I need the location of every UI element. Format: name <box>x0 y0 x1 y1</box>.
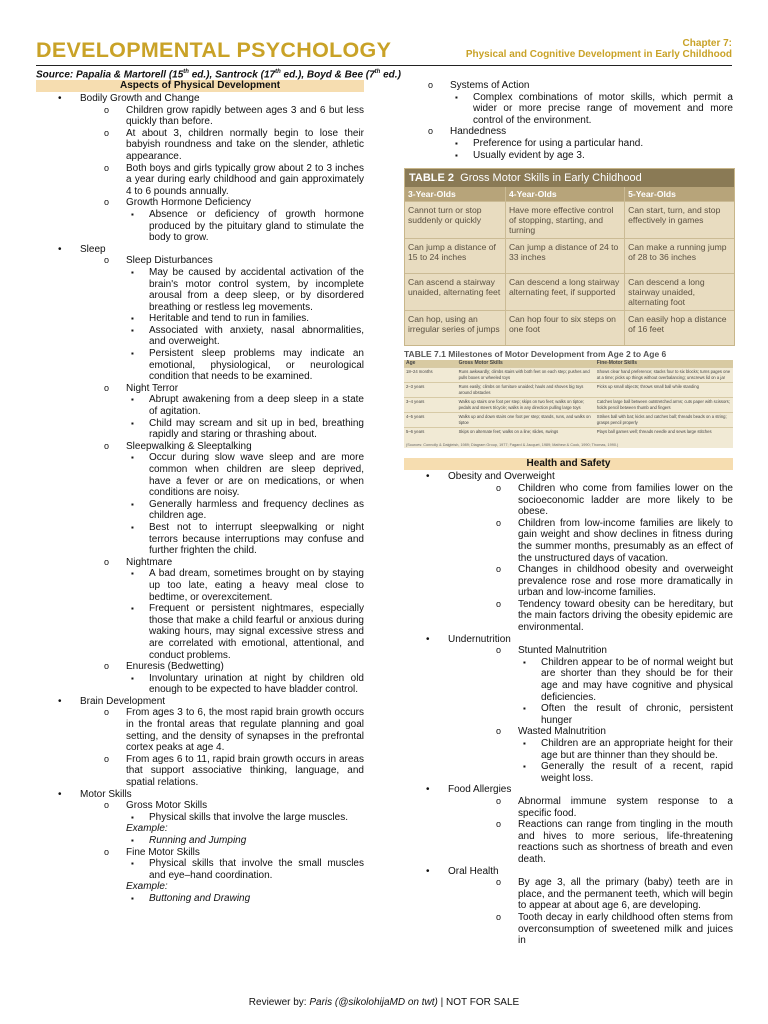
table-row <box>404 368 733 383</box>
list-item: ▪ Frequent or persistent nightmares, especially those that make a child fearful or anxious during waking hours, may signal excessive stress and are correlated with emotional, attentional, and conduct problems. <box>126 603 364 661</box>
column-header: 3-Year-Olds <box>405 187 505 202</box>
table-cell: Runs easily; climbs on furniture unaided; hauls and shoves big toys around obstacles <box>457 383 595 398</box>
list-item: ▪ Usually evident by age 3. <box>450 150 733 162</box>
table-row <box>405 239 734 274</box>
topic-sleep: Sleep <box>80 243 106 255</box>
table-cell: Catches large ball between outstretched arms; cuts paper with scissors; holds pencil between thumb and fingers <box>595 398 733 413</box>
sublist <box>450 138 733 161</box>
list-item <box>80 557 364 661</box>
example-label: Example: <box>126 881 168 893</box>
sublist <box>126 812 364 824</box>
table-cell: Walks up stairs one foot per step; skips on two feet; walks on tiptoe; pedals and steers tricycle; walks in any direction pulling large toys <box>457 398 595 413</box>
topic-brain: Brain Development <box>80 695 166 707</box>
subtopic: Night Terror <box>126 382 179 394</box>
list-item <box>80 383 364 441</box>
sublist <box>80 105 364 244</box>
chapter-number: Chapter 7: <box>682 38 732 49</box>
list-item: o From ages 6 to 11, rapid brain growth occurs in areas that support associative thinking, language, and spatial relations. <box>80 754 364 789</box>
list-item: ▪ Buttoning and Drawing <box>126 893 364 905</box>
chapter-heading <box>466 38 732 60</box>
table-cell: Can easily hop a distance of 16 feet <box>625 311 734 346</box>
list-item <box>404 126 733 161</box>
topic-undernutrition: Undernutrition <box>448 633 511 645</box>
table-row <box>405 202 734 239</box>
sublist <box>448 645 733 784</box>
example-label: Example: <box>126 823 168 835</box>
list-item <box>404 634 733 785</box>
list-item: o At about 3, children normally begin to lose their babyish roundness and take on the slender, athletic appearance. <box>80 128 364 163</box>
sublist <box>126 568 364 661</box>
list-item: o Children grow rapidly between ages 3 and 6 but less quickly than before. <box>80 105 364 128</box>
table-cell: Skips on alternate feet; walks on a line; slides, swings <box>457 428 595 443</box>
table-row <box>404 413 733 428</box>
list-item: o Changes in childhood obesity and overweight prevalence rose and rose more dramatically in urban and low-income families. <box>448 564 733 599</box>
column-header: 5-Year-Olds <box>625 187 734 202</box>
section-heading-physical: Aspects of Physical Development <box>36 80 364 92</box>
table-title <box>405 169 734 187</box>
list-item: ▪ Children appear to be of normal weight but are shorter than they should be for their age and may have cognitive and physical deficiencies. <box>518 657 733 703</box>
table-row <box>405 311 734 346</box>
list-item <box>80 441 364 557</box>
topic-motor: Motor Skills <box>80 788 132 800</box>
table-row <box>405 274 734 311</box>
source-text: ed.) <box>380 69 401 81</box>
list-item: o Children from low-income families are likely to gain weight and show declines in fitness during the summer months, presumably as an effect of the unstructured days of vacation. <box>448 518 733 564</box>
table-cell: Shows clear hand preference; stacks four to six blocks; turns pages one at a time; picks up things without overbalancing; unscrews lid on a jar <box>595 368 733 383</box>
table-cell: Have more effective control of stopping, starting, and turning <box>505 202 624 239</box>
topic-obesity: Obesity and Overweight <box>448 471 555 483</box>
list-item: ▪ Involuntary urination at night by children old enough to be expected to have bladder control. <box>126 673 364 696</box>
left-column <box>36 80 364 905</box>
source-text: ed.), Santrock (17 <box>188 69 276 81</box>
list-item: ▪ Heritable and tend to run in families. <box>126 313 364 325</box>
sublist <box>448 796 733 866</box>
table-cell: Can start, turn, and stop effectively in games <box>625 202 734 239</box>
list-item <box>36 789 364 905</box>
table-cell: Can ascend a stairway unaided, alternating feet <box>405 274 505 311</box>
table-cell: Walks up and down stairs one foot per step; stands, runs, and walks on tiptoe <box>457 413 595 428</box>
topic-food-allergies: Food Allergies <box>448 784 512 796</box>
table-cell: Can hop four to six steps on one foot <box>505 311 624 346</box>
list-item: o Children who come from families lower on the socioeconomic ladder are more likely to be obese. <box>448 483 733 518</box>
sublist <box>448 483 733 634</box>
source-sup: th <box>275 69 281 75</box>
sublist <box>126 893 364 905</box>
table-caption: Gross Motor Skills in Early Childhood <box>460 172 642 185</box>
list-item: o Tendency toward obesity can be hereditary, but the main factors driving the obesity epidemic are environmental. <box>448 599 733 634</box>
list-item: o Abnormal immune system response to a specific food. <box>448 796 733 819</box>
table-cell: Can descend a long stairway unaided, alternating foot <box>625 274 734 311</box>
list-item <box>360 80 733 161</box>
list-item: ▪ Complex combinations of motor skills, which permit a wider or more precise range of movement and more control of the environment. <box>450 92 733 127</box>
table <box>405 187 734 345</box>
list-item: ▪ May be caused by accidental activation of the brain's motor control system, by incomplete arousal from a deep sleep, or by disordered breathing or restless leg movements. <box>126 267 364 313</box>
table-cell: Strikes ball with bat; kicks and catches ball; threads beads on a string; grasps pencil properly <box>595 413 733 428</box>
sublist <box>518 738 733 784</box>
list-item: o Reactions can range from tingling in the mouth and hives to more serious, life-threatening reactions such as shortness of breath and even death. <box>448 819 733 865</box>
list-item <box>404 866 733 947</box>
column-header: Gross Motor Skills <box>457 360 595 368</box>
table-cell: 3–4 years <box>404 398 457 413</box>
table-cell: Cannot turn or stop suddenly or quickly <box>405 202 505 239</box>
list-item: o From ages 3 to 6, the most rapid brain growth occurs in the frontal areas that regulate planning and goal setting, and the density of synapses in the prefrontal cortex peaks at age 4. <box>80 707 364 753</box>
sublist <box>80 707 364 788</box>
list-item: ▪ Abrupt awakening from a deep sleep in a state of agitation. <box>126 394 364 417</box>
table-cell: Can descend a long stairway alternating feet, if supported <box>505 274 624 311</box>
table-cell: Runs awkwardly; climbs stairs with both feet on each step; pushes and pulls boxes or wheeled toys <box>457 368 595 383</box>
topic-bodily: Bodily Growth and Change <box>80 93 200 104</box>
list-item: ▪ Best not to interrupt sleepwalking or night terrors because interruptions may confuse and further frighten the child. <box>126 522 364 557</box>
subtopic: Nightmare <box>126 556 173 568</box>
list-item: o By age 3, all the primary (baby) teeth are in place, and the permanent teeth, which will begin to appear at about age 6, are developing. <box>448 877 733 912</box>
sublist <box>448 877 733 947</box>
physical-list <box>36 93 364 905</box>
page-footer <box>0 997 768 1009</box>
sublist <box>126 267 364 383</box>
sublist <box>404 80 733 161</box>
sublist <box>126 394 364 440</box>
sublist <box>126 452 364 556</box>
table-row <box>404 428 733 443</box>
table-header-row <box>404 360 733 368</box>
footer-text: | NOT FOR SALE <box>437 997 520 1008</box>
table <box>404 360 733 442</box>
source-sup: th <box>183 69 189 75</box>
sublist <box>126 673 364 696</box>
list-item: ▪ Preference for using a particular hand. <box>450 138 733 150</box>
topic-oral-health: Oral Health <box>448 865 499 877</box>
source-text: ed.), Boyd & Bee (7 <box>280 69 375 81</box>
table-cell: Can jump a distance of 15 to 24 inches <box>405 239 505 274</box>
source-sup: th <box>374 69 381 75</box>
list-item: ▪ Child may scream and sit up in bed, breathing rapidly and staring or thrashing about. <box>126 418 364 441</box>
table-row <box>404 383 733 398</box>
sublist <box>126 835 364 847</box>
table-title: TABLE 7.1 Milestones of Motor Development from Age 2 to Age 6 <box>404 349 667 360</box>
table-cell: 5–6 years <box>404 428 457 443</box>
table-label: TABLE 2 <box>409 172 455 185</box>
list-item: ▪ Generally harmless and frequency declines as children age. <box>126 499 364 522</box>
list-item: ▪ Physical skills that involve the small muscles and eye–hand coordination. <box>126 858 364 881</box>
sublist <box>80 800 364 904</box>
table-cell: Can make a running jump of 28 to 36 inches <box>625 239 734 274</box>
subtopic: Gross Motor Skills <box>126 800 208 812</box>
list-item: ▪ Children are an appropriate height for their age but are thinner than they should be. <box>518 738 733 761</box>
footer-text: Reviewer by: <box>248 997 310 1008</box>
table-cell: 4–5 years <box>404 413 457 428</box>
table-cell: Picks up small objects; throws small ball while standing <box>595 383 733 398</box>
subtopic: Stunted Malnutrition <box>518 645 607 657</box>
chapter-title: Physical and Cognitive Development in Early Childhood <box>465 49 732 60</box>
table-cell: Plays ball games well; threads needle and sews large stitches <box>595 428 733 443</box>
footer-author: Paris (@sikolohijaMD on twt) <box>309 997 438 1008</box>
list-item: o Both boys and girls typically grow about 2 to 3 inches a year during early childhood and gain approximately 4 to 6 pounds annually. <box>80 163 364 198</box>
subtopic: Handedness <box>450 126 507 138</box>
column-header: Fine-Motor Skills <box>595 360 733 368</box>
subtopic: Enuresis (Bedwetting) <box>126 661 224 673</box>
sublist <box>450 92 733 127</box>
table-cell: Can hop, using an irregular series of jumps <box>405 311 505 346</box>
list-item: ▪ A bad dream, sometimes brought on by staying up too late, eating a heavy meal close to bedtime, or overexcitement. <box>126 568 364 603</box>
table-cell: 2–3 years <box>404 383 457 398</box>
list-item <box>404 80 733 126</box>
list-item: ▪ Generally the result of a recent, rapid weight loss. <box>518 761 733 784</box>
table-cell: Can jump a distance of 24 to 33 inches <box>505 239 624 274</box>
list-item <box>80 197 364 243</box>
table-header-row <box>405 187 734 202</box>
list-item <box>80 847 364 905</box>
list-item <box>80 255 364 383</box>
subtopic: Sleep Disturbances <box>126 255 213 267</box>
list-item <box>404 784 733 865</box>
list-item <box>36 696 364 789</box>
subtopic: Sleepwalking & Sleeptalking <box>126 440 252 452</box>
subtopic: Fine Motor Skills <box>126 846 200 858</box>
section-heading-health: Health and Safety <box>404 458 733 470</box>
subtopic: Wasted Malnutrition <box>518 726 606 738</box>
list-item <box>80 800 364 846</box>
list-item: ▪ Running and Jumping <box>126 835 364 847</box>
sublist <box>518 657 733 727</box>
list-item: ▪ Often the result of chronic, persistent hunger <box>518 703 733 726</box>
list-item <box>80 661 364 696</box>
list-item: o Tooth decay in early childhood often stems from overconsumption of sweetened milk and juices in <box>448 912 733 947</box>
subtopic: Growth Hormone Deficiency <box>126 197 252 209</box>
source-line <box>36 65 732 81</box>
sublist <box>126 858 364 881</box>
page-title: DEVELOPMENTAL PSYCHOLOGY <box>36 38 392 62</box>
table-cell: 18–24 months <box>404 368 457 383</box>
list-item <box>448 726 733 784</box>
list-item: ▪ Persistent sleep problems may indicate an emotional, physiological, or neurological condition that needs to be examined. <box>126 348 364 383</box>
list-item: ▪ Physical skills that involve the large muscles. <box>126 812 364 824</box>
list-item <box>36 244 364 696</box>
sublist <box>126 209 364 244</box>
list-item <box>404 471 733 633</box>
table-motor-milestones <box>404 349 733 448</box>
list-item: ▪ Absence or deficiency of growth hormone produced by the pituitary gland to stimulate the body to grow. <box>126 209 364 244</box>
health-list <box>404 471 733 946</box>
subtopic: Systems of Action <box>450 80 530 91</box>
list-item <box>448 645 733 726</box>
column-header: 4-Year-Olds <box>505 187 624 202</box>
source-text: Source: Papalia & Martorell (15 <box>36 69 184 81</box>
sublist <box>80 255 364 696</box>
table-source: (Sources: Connolly & Dalgleish, 1989; Diagram Group, 1977; Fagard & Jacquet, 1989; Mathew & Cook, 1990; Thomas, 1990.) <box>404 442 733 448</box>
list-item <box>36 93 364 244</box>
table-gross-motor-skills <box>404 168 735 346</box>
list-item: ▪ Associated with anxiety, nasal abnormalities, and overweight. <box>126 325 364 348</box>
table-row <box>404 398 733 413</box>
list-item: ▪ Occur during slow wave sleep and are more common when children are sleep deprived, have a fever or are on medications, or when conditions are noisy. <box>126 452 364 498</box>
motor-continued-list <box>360 80 733 161</box>
column-header: Age <box>404 360 457 368</box>
right-column <box>404 80 733 947</box>
